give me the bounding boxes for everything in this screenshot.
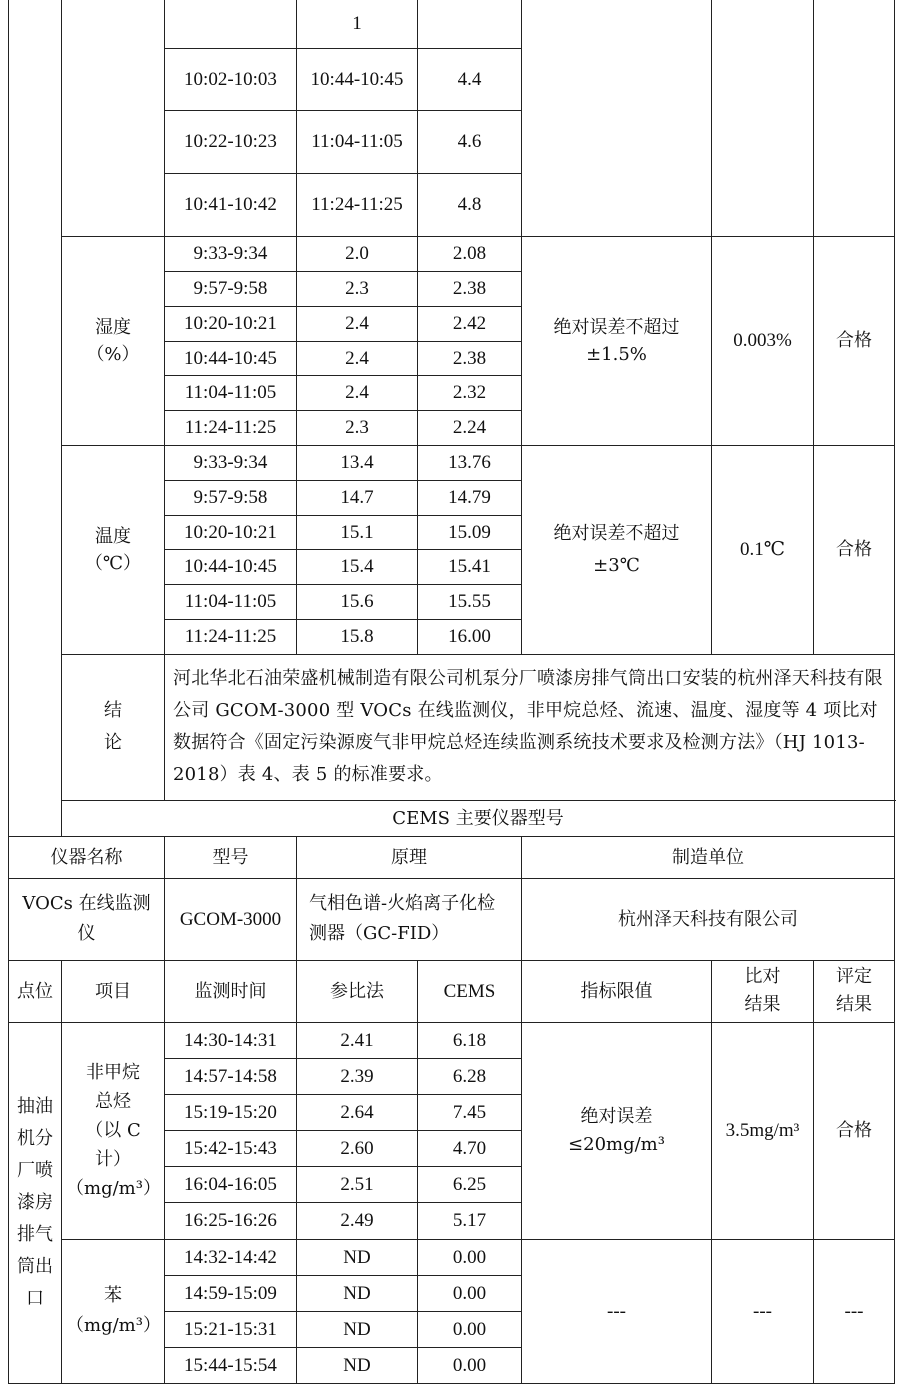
ref-value-cell: 13.4 — [297, 445, 418, 480]
ref-value-cell: 2.0 — [297, 236, 418, 271]
location-cell: 抽油机分厂喷漆房排气筒出口 — [9, 1022, 62, 1383]
time-cell: 14:59-15:09 — [165, 1275, 297, 1311]
header-principle: 原理 — [297, 836, 522, 878]
time-cell: 16:04-16:05 — [165, 1166, 297, 1202]
item-cell-temperature — [62, 445, 165, 654]
time-cell: 9:57-9:58 — [165, 271, 297, 306]
ref-value-cell: 2.64 — [297, 1094, 418, 1130]
ref-value-cell: ND — [297, 1311, 418, 1347]
item-unit: （℃） — [84, 552, 142, 574]
cems-value-cell: 6.25 — [418, 1166, 522, 1202]
header-verdict: 评定结果 — [814, 960, 895, 1022]
ref-value-cell: 2.4 — [297, 341, 418, 375]
verdict-cell: --- — [814, 1239, 895, 1383]
verdict-cell: 合格 — [814, 445, 895, 654]
time-cell: 9:57-9:58 — [165, 480, 297, 515]
cems-value-cell: 0.00 — [418, 1311, 522, 1347]
cems-value-cell: 15.41 — [418, 549, 522, 584]
cems-value-cell: 15.09 — [418, 515, 522, 549]
cems-value-cell: 0.00 — [418, 1275, 522, 1311]
section2-header-row — [9, 960, 895, 1022]
ref-value-cell: ND — [297, 1275, 418, 1311]
cems-value-cell: 2.42 — [418, 306, 522, 341]
cems-value-cell: 4.70 — [418, 1130, 522, 1166]
table-row — [9, 236, 895, 271]
time-cell: 14:30-14:31 — [165, 1022, 297, 1058]
time-ref-cell: 10:02-10:03 — [165, 48, 297, 110]
ref-value-cell: ND — [297, 1239, 418, 1275]
limit-cell: --- — [522, 1239, 712, 1383]
limit-cell: 绝对误差 ≤20mg/m³ — [522, 1022, 712, 1239]
item-cell-nmhc: 非甲烷 总烃 （以 C 计） （mg/m³） — [62, 1022, 165, 1239]
time-cell: 11:04-11:05 — [165, 584, 297, 619]
time-cems-cell: 1 — [297, 0, 418, 48]
time-cell: 15:19-15:20 — [165, 1094, 297, 1130]
cems-value-cell: 2.32 — [418, 375, 522, 410]
cems-value-cell: 2.38 — [418, 271, 522, 306]
cems-value-cell: 6.18 — [418, 1022, 522, 1058]
limit-text: 绝对误差不超过±1.5% — [553, 316, 680, 365]
limit-text-line1: 绝对误差不超过 — [553, 522, 680, 544]
monitoring-comparison-table — [8, 0, 895, 1384]
limit-cell — [522, 445, 712, 654]
ref-value-cell: 2.49 — [297, 1202, 418, 1239]
limit-cell — [522, 236, 712, 445]
time-ref-cell — [165, 0, 297, 48]
verdict-cell: 合格 — [814, 236, 895, 445]
conclusion-label: 结 论 — [62, 654, 165, 800]
cems-value-cell: 5.17 — [418, 1202, 522, 1239]
ref-value-cell: 2.4 — [297, 375, 418, 410]
time-cell: 14:57-14:58 — [165, 1058, 297, 1094]
ref-value-cell: 2.3 — [297, 271, 418, 306]
item-cell-humidity — [62, 236, 165, 445]
time-cell: 15:44-15:54 — [165, 1347, 297, 1383]
result-cell-velocity-continued — [712, 0, 814, 236]
value-cell: 4.8 — [418, 173, 522, 236]
header-manufacturer: 制造单位 — [522, 836, 895, 878]
cems-value-cell: 2.24 — [418, 410, 522, 445]
time-cems-cell: 11:04-11:05 — [297, 110, 418, 173]
ref-value-cell: 2.60 — [297, 1130, 418, 1166]
header-result: 比对结果 — [712, 960, 814, 1022]
instrument-name: VOCs 在线监测仪 — [9, 878, 165, 960]
time-cell: 11:04-11:05 — [165, 375, 297, 410]
ref-value-cell: ND — [297, 1347, 418, 1383]
time-cell: 10:44-10:45 — [165, 549, 297, 584]
ref-value-cell: 2.39 — [297, 1058, 418, 1094]
cems-value-cell: 14.79 — [418, 480, 522, 515]
item-name: 湿度 — [95, 316, 131, 338]
time-cell: 16:25-16:26 — [165, 1202, 297, 1239]
verdict-cell-velocity-continued — [814, 0, 895, 236]
time-cell: 11:24-11:25 — [165, 410, 297, 445]
header-model: 型号 — [165, 836, 297, 878]
value-cell: 4.6 — [418, 110, 522, 173]
ref-value-cell: 2.51 — [297, 1166, 418, 1202]
instrument-section-title: CEMS 主要仪器型号 — [62, 800, 895, 836]
ref-value-cell: 14.7 — [297, 480, 418, 515]
item-unit: （%） — [86, 343, 140, 365]
value-cell: 4.4 — [418, 48, 522, 110]
item-name: 温度 — [95, 525, 131, 547]
ref-value-cell: 2.41 — [297, 1022, 418, 1058]
ref-value-cell: 2.4 — [297, 306, 418, 341]
ref-value-cell: 15.6 — [297, 584, 418, 619]
header-reference: 参比法 — [297, 960, 418, 1022]
time-cell: 9:33-9:34 — [165, 445, 297, 480]
result-cell: 0.1℃ — [712, 445, 814, 654]
time-cell: 14:32-14:42 — [165, 1239, 297, 1275]
instrument-header-row — [9, 836, 895, 878]
table-row — [9, 1239, 895, 1275]
header-cems: CEMS — [418, 960, 522, 1022]
value-cell — [418, 0, 522, 48]
result-cell: 3.5mg/m³ — [712, 1022, 814, 1239]
location-cell-continued — [9, 0, 62, 836]
cems-value-cell: 2.08 — [418, 236, 522, 271]
cems-value-cell: 2.38 — [418, 341, 522, 375]
cems-value-cell: 16.00 — [418, 619, 522, 654]
ref-value-cell: 15.1 — [297, 515, 418, 549]
conclusion-text: 河北华北石油荣盛机械制造有限公司机泵分厂喷漆房排气筒出口安装的杭州泽天科技有限公司 GCOM-3000 型 VOCs 在线监测仪，非甲烷总烃、流速、温度、湿度等 4 项比对数据符合《固定污染源废气非甲烷总烃连续监测系统技术要求及检测方法》（HJ 1013-2018）表 4、表 5 的标准要求。 — [165, 654, 895, 800]
cems-value-cell: 13.76 — [418, 445, 522, 480]
time-cems-cell: 10:44-10:45 — [297, 48, 418, 110]
ref-value-cell: 2.3 — [297, 410, 418, 445]
header-time: 监测时间 — [165, 960, 297, 1022]
limit-cell-velocity-continued — [522, 0, 712, 236]
instrument-model: GCOM-3000 — [165, 878, 297, 960]
header-instrument-name: 仪器名称 — [9, 836, 165, 878]
time-cell: 10:44-10:45 — [165, 341, 297, 375]
time-cell: 10:20-10:21 — [165, 306, 297, 341]
limit-text-line2: ±3℃ — [593, 554, 640, 576]
verdict-cell: 合格 — [814, 1022, 895, 1239]
header-item: 项目 — [62, 960, 165, 1022]
time-cell: 15:21-15:31 — [165, 1311, 297, 1347]
result-cell: 0.003% — [712, 236, 814, 445]
time-ref-cell: 10:41-10:42 — [165, 173, 297, 236]
table-row — [9, 445, 895, 480]
table-row — [9, 0, 895, 48]
instrument-manufacturer: 杭州泽天科技有限公司 — [522, 878, 895, 960]
table-row — [9, 1022, 895, 1058]
header-limit: 指标限值 — [522, 960, 712, 1022]
item-cell-velocity-continued — [62, 0, 165, 236]
cems-value-cell: 0.00 — [418, 1347, 522, 1383]
time-cell: 15:42-15:43 — [165, 1130, 297, 1166]
ref-value-cell: 15.8 — [297, 619, 418, 654]
header-location: 点位 — [9, 960, 62, 1022]
time-cems-cell: 11:24-11:25 — [297, 173, 418, 236]
item-cell-benzene: 苯 （mg/m³） — [62, 1239, 165, 1383]
time-ref-cell: 10:22-10:23 — [165, 110, 297, 173]
time-cell: 10:20-10:21 — [165, 515, 297, 549]
conclusion-row — [9, 654, 895, 800]
cems-value-cell: 15.55 — [418, 584, 522, 619]
instrument-principle: 气相色谱-火焰离子化检测器（GC-FID） — [297, 878, 522, 960]
cems-value-cell: 0.00 — [418, 1239, 522, 1275]
ref-value-cell: 15.4 — [297, 549, 418, 584]
instrument-title-row — [9, 800, 895, 836]
cems-value-cell: 7.45 — [418, 1094, 522, 1130]
result-cell: --- — [712, 1239, 814, 1383]
time-cell: 9:33-9:34 — [165, 236, 297, 271]
time-cell: 11:24-11:25 — [165, 619, 297, 654]
cems-value-cell: 6.28 — [418, 1058, 522, 1094]
instrument-row — [9, 878, 895, 960]
